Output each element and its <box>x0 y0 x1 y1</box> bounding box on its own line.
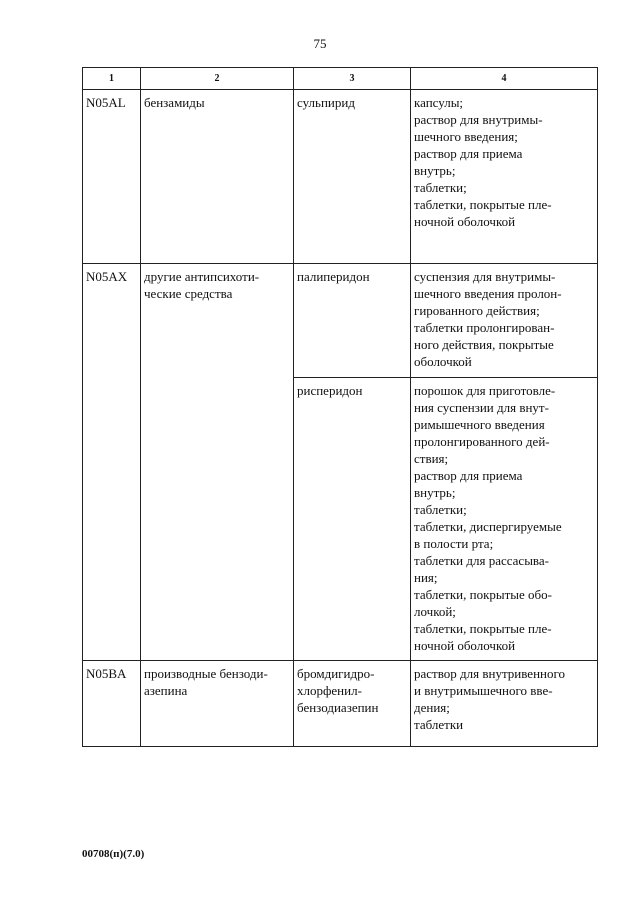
column-number-3: 3 <box>294 68 411 90</box>
drug-name-line: рисперидон <box>297 383 363 398</box>
table-row <box>83 661 598 747</box>
atc-code-cell <box>83 661 141 747</box>
document-code: 00708(п)(7.0) <box>82 848 145 860</box>
dosage-form-line: ного действия, покрытые <box>414 337 554 352</box>
dosage-form-line: шечного введения пролон- <box>414 286 562 301</box>
dosage-form-line: раствор для внутривенного <box>414 666 565 681</box>
dosage-form-line: раствор для приема <box>414 468 523 483</box>
drug-name-line: бензодиазепин <box>297 700 379 715</box>
column-number-1: 1 <box>83 68 141 90</box>
table-row <box>83 264 598 378</box>
dosage-forms-cell <box>411 90 598 264</box>
dosage-form-line: таблетки, покрытые пле- <box>414 197 552 212</box>
group-name-line: бензамиды <box>144 95 205 110</box>
dosage-form-line: раствор для внутримы- <box>414 112 543 127</box>
dosage-form-line: таблетки пролонгирован- <box>414 320 555 335</box>
dosage-form-line: пролонгированного дей- <box>414 434 550 449</box>
dosage-form-line: таблетки; <box>414 180 467 195</box>
dosage-form-line: ствия; <box>414 451 449 466</box>
dosage-form-line: ночной оболочкой <box>414 638 516 653</box>
atc-code: N05AL <box>86 95 126 110</box>
drug-name-line: сульпирид <box>297 95 355 110</box>
column-number-4: 4 <box>411 68 598 90</box>
dosage-forms-cell <box>411 661 598 747</box>
dosage-form-line: таблетки, диспергируемые <box>414 519 562 534</box>
group-name-cell <box>141 661 294 747</box>
group-name-line: азепина <box>144 683 188 698</box>
dosage-form-line: таблетки, покрытые обо- <box>414 587 552 602</box>
group-name-line: другие антипсихоти- <box>144 269 260 284</box>
column-number-2: 2 <box>141 68 294 90</box>
table-row <box>83 90 598 264</box>
dosage-form-line: оболочкой <box>414 354 472 369</box>
page-number: 75 <box>313 36 327 51</box>
dosage-form-line: таблетки для рассасыва- <box>414 553 550 568</box>
dosage-forms-cell <box>411 378 598 661</box>
dosage-form-line: внутрь; <box>414 485 456 500</box>
dosage-form-line: римышечного введения <box>414 417 545 432</box>
dosage-form-line: в полости рта; <box>414 536 494 551</box>
dosage-form-line: капсулы; <box>414 95 464 110</box>
atc-code: N05AX <box>86 269 128 284</box>
dosage-form-line: ния суспензии для внут- <box>414 400 549 415</box>
dosage-form-line: таблетки, покрытые пле- <box>414 621 552 636</box>
dosage-form-line: внутрь; <box>414 163 456 178</box>
dosage-form-line: ночной оболочкой <box>414 214 516 229</box>
drug-name-cell <box>294 661 411 747</box>
atc-code-cell <box>83 90 141 264</box>
dosage-form-line: порошок для приготовле- <box>414 383 556 398</box>
dosage-form-line: ния; <box>414 570 438 585</box>
drug-name-line: хлорфенил- <box>297 683 362 698</box>
drug-classification-table <box>82 67 598 747</box>
column-number-row <box>83 68 598 90</box>
dosage-form-line: лочкой; <box>414 604 456 619</box>
dosage-form-line: раствор для приема <box>414 146 523 161</box>
group-name-cell <box>141 264 294 661</box>
drug-name-cell <box>294 264 411 378</box>
drug-name-cell <box>294 378 411 661</box>
dosage-form-line: суспензия для внутримы- <box>414 269 556 284</box>
drug-name-line: бромдигидро- <box>297 666 375 681</box>
dosage-form-line: таблетки; <box>414 502 467 517</box>
group-name-cell <box>141 90 294 264</box>
drug-name-line: палиперидон <box>297 269 370 284</box>
dosage-form-line: таблетки <box>414 717 464 732</box>
atc-code: N05BA <box>86 666 127 681</box>
dosage-form-line: шечного введения; <box>414 129 518 144</box>
dosage-forms-cell <box>411 264 598 378</box>
dosage-form-line: гированного действия; <box>414 303 540 318</box>
dosage-form-line: дения; <box>414 700 450 715</box>
group-name-line: производные бензоди- <box>144 666 268 681</box>
atc-code-cell <box>83 264 141 661</box>
group-name-line: ческие средства <box>144 286 233 301</box>
dosage-form-line: и внутримышечного вве- <box>414 683 553 698</box>
drug-name-cell <box>294 90 411 264</box>
